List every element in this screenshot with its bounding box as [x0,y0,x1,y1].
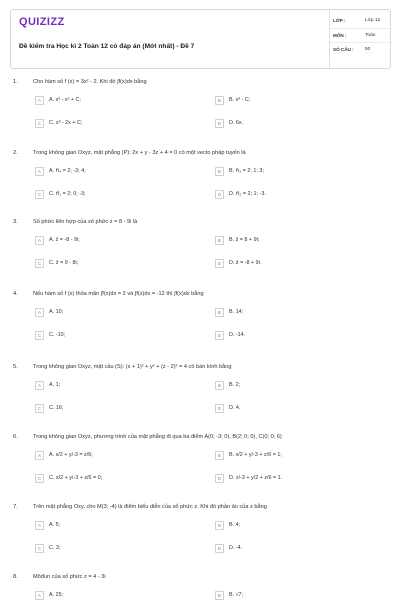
option-text: B. √7; [229,592,244,598]
option-letter-box: B [215,236,224,245]
option-c[interactable] [35,404,205,417]
question-text: Trên mặt phẳng Oxy, cho M(3; -4) là điểm biểu diễn của số phức z. Khi đó phần ảo của z bằng [33,504,267,510]
option-b[interactable] [215,521,385,534]
option-d[interactable] [215,259,385,272]
option-letter-box: B [215,591,224,600]
question-text: Trong không gian Oxyz, mặt phẳng (P): 2x + y - 3z + 4 = 0 có một vecto pháp tuyến là [33,150,246,156]
question-number: 3. [13,219,18,225]
option-letter-box: A [35,451,44,460]
meta-value: Toán [365,33,376,38]
option-letter-box: B [215,308,224,317]
question-number: 2. [13,150,18,156]
option-text: C. 16; [49,405,64,411]
option-d[interactable] [215,331,385,344]
option-letter-box: C [35,404,44,413]
option-text: C. z̄ = 9 - 8i; [49,260,79,266]
option-text: B. 14; [229,309,244,315]
option-a[interactable] [35,591,205,600]
option-c[interactable] [35,259,205,272]
option-letter-box: D [215,474,224,483]
worksheet-header [10,9,391,69]
option-c[interactable] [35,190,205,203]
option-text: B. 4; [229,522,241,528]
option-letter-box: A [35,521,44,530]
option-a[interactable] [35,451,205,464]
option-c[interactable] [35,474,205,487]
option-d[interactable] [215,544,385,557]
option-letter-box: C [35,474,44,483]
option-letter-box: A [35,167,44,176]
option-letter-box: C [35,331,44,340]
option-d[interactable] [215,119,385,132]
option-a[interactable] [35,96,205,109]
option-d[interactable] [215,474,385,487]
option-text: B. z̄ = 8 + 9i; [229,237,260,243]
option-letter-box: A [35,236,44,245]
meta-value: Lớp 12 [365,18,381,23]
question-number: 7. [13,504,18,510]
option-a[interactable] [35,167,205,180]
option-text: A. n⃗₄ = 2; -3; 4; [49,168,86,174]
option-a[interactable] [35,381,205,394]
option-a[interactable] [35,521,205,534]
option-text: D. x/-3 + y/2 + z/6 = 1. [229,475,283,481]
option-text: C. 3; [49,545,61,551]
option-letter-box: C [35,544,44,553]
option-letter-box: D [215,259,224,268]
question-text: Số phức liên hợp của số phức z = 8 - 9i là [33,219,138,225]
option-text: A. x/2 + y/-3 = z/6; [49,452,93,458]
option-text: B. n⃗₃ = 2; 1; 3; [229,168,264,174]
option-letter-box: B [215,167,224,176]
option-letter-box: D [215,544,224,553]
option-c[interactable] [35,544,205,557]
meta-label: MÔN : [333,33,347,38]
option-text: A. 1; [49,382,61,388]
option-letter-box: D [215,190,224,199]
meta-row-class [330,14,393,28]
option-text: D. n⃗₂ = 2; 1; -3. [229,191,266,197]
option-letter-box: B [215,381,224,390]
option-text: B. 2; [229,382,241,388]
option-b[interactable] [215,381,385,394]
option-letter-box: C [35,119,44,128]
option-letter-box: B [215,521,224,530]
option-letter-box: D [215,331,224,340]
option-letter-box: C [35,259,44,268]
option-letter-box: B [215,96,224,105]
option-text: C. x/2 + y/-3 + z/6 = 0; [49,475,103,481]
option-text: A. 5; [49,522,61,528]
meta-label: LỚP : [333,18,346,23]
option-text: B. x³ - C; [229,97,251,103]
option-text: A. z̄ = -8 - 9i; [49,237,80,243]
option-letter-box: A [35,308,44,317]
meta-row-subject [330,28,393,42]
question-text: Môđun của số phức z = 4 - 3i [33,574,106,580]
option-text: A. 25; [49,592,64,598]
quizizz-logo: QUIZIZZ [19,16,65,28]
option-text: A. 10; [49,309,64,315]
option-a[interactable] [35,236,205,249]
question-text: Trong không gian Oxyz, mặt cầu (S): (x + 1)² + y² + (z - 2)² = 4 có bán kính bằng [33,364,232,370]
question-text: Trong không gian Oxyz, phương trình của mặt phẳng đi qua ba điểm A(0; -3; 0), B(2; 0; 0), C(0; 0; 6) [33,434,282,440]
meta-value: 50 [365,47,371,52]
option-d[interactable] [215,190,385,203]
meta-panel [329,10,392,68]
question-number: 4. [13,291,18,297]
option-letter-box: A [35,381,44,390]
option-text: C. n⃗₁ = 2; 0; -3; [49,191,86,197]
option-text: D. -14. [229,332,246,338]
meta-row-count [330,42,393,56]
option-letter-box: A [35,591,44,600]
question-number: 6. [13,434,18,440]
option-b[interactable] [215,236,385,249]
question-text: Cho hàm số f (x) = 3x² - 2. Khi đó ∫f(x)dx bằng [33,79,147,85]
question-number: 8. [13,574,18,580]
option-text: A. x³ - x² + C; [49,97,81,103]
option-text: C. x³ - 2x + C; [49,120,83,126]
option-b[interactable] [215,167,385,180]
option-b[interactable] [215,451,385,464]
option-text: D. z̄ = -8 + 9i. [229,260,262,266]
option-letter-box: D [215,404,224,413]
option-c[interactable] [35,119,205,132]
question-number: 1. [13,79,18,85]
option-a[interactable] [35,308,205,321]
option-text: B. x/2 + y/-3 + z/6 = 1; [229,452,282,458]
meta-label: SỐ CÂU : [333,47,354,52]
question-text: Nếu hàm số f (x) thỏa mãn ∫f(x)dx = 2 và ∫f(x)dx = -12 thì ∫f(x)dx bằng [33,291,204,297]
option-text: D. 4. [229,405,241,411]
option-b[interactable] [215,96,385,109]
option-text: D. 6x. [229,120,244,126]
option-letter-box: A [35,96,44,105]
option-c[interactable] [35,331,205,344]
option-letter-box: D [215,119,224,128]
option-text: C. -10; [49,332,66,338]
option-b[interactable] [215,308,385,321]
question-number: 5. [13,364,18,370]
option-letter-box: B [215,451,224,460]
option-d[interactable] [215,404,385,417]
option-letter-box: C [35,190,44,199]
option-text: D. -4. [229,545,243,551]
option-b[interactable] [215,591,385,600]
worksheet-title: Đề kiểm tra Học kì 2 Toán 12 có đáp án (Mới nhất) - Đề 7 [19,43,195,50]
